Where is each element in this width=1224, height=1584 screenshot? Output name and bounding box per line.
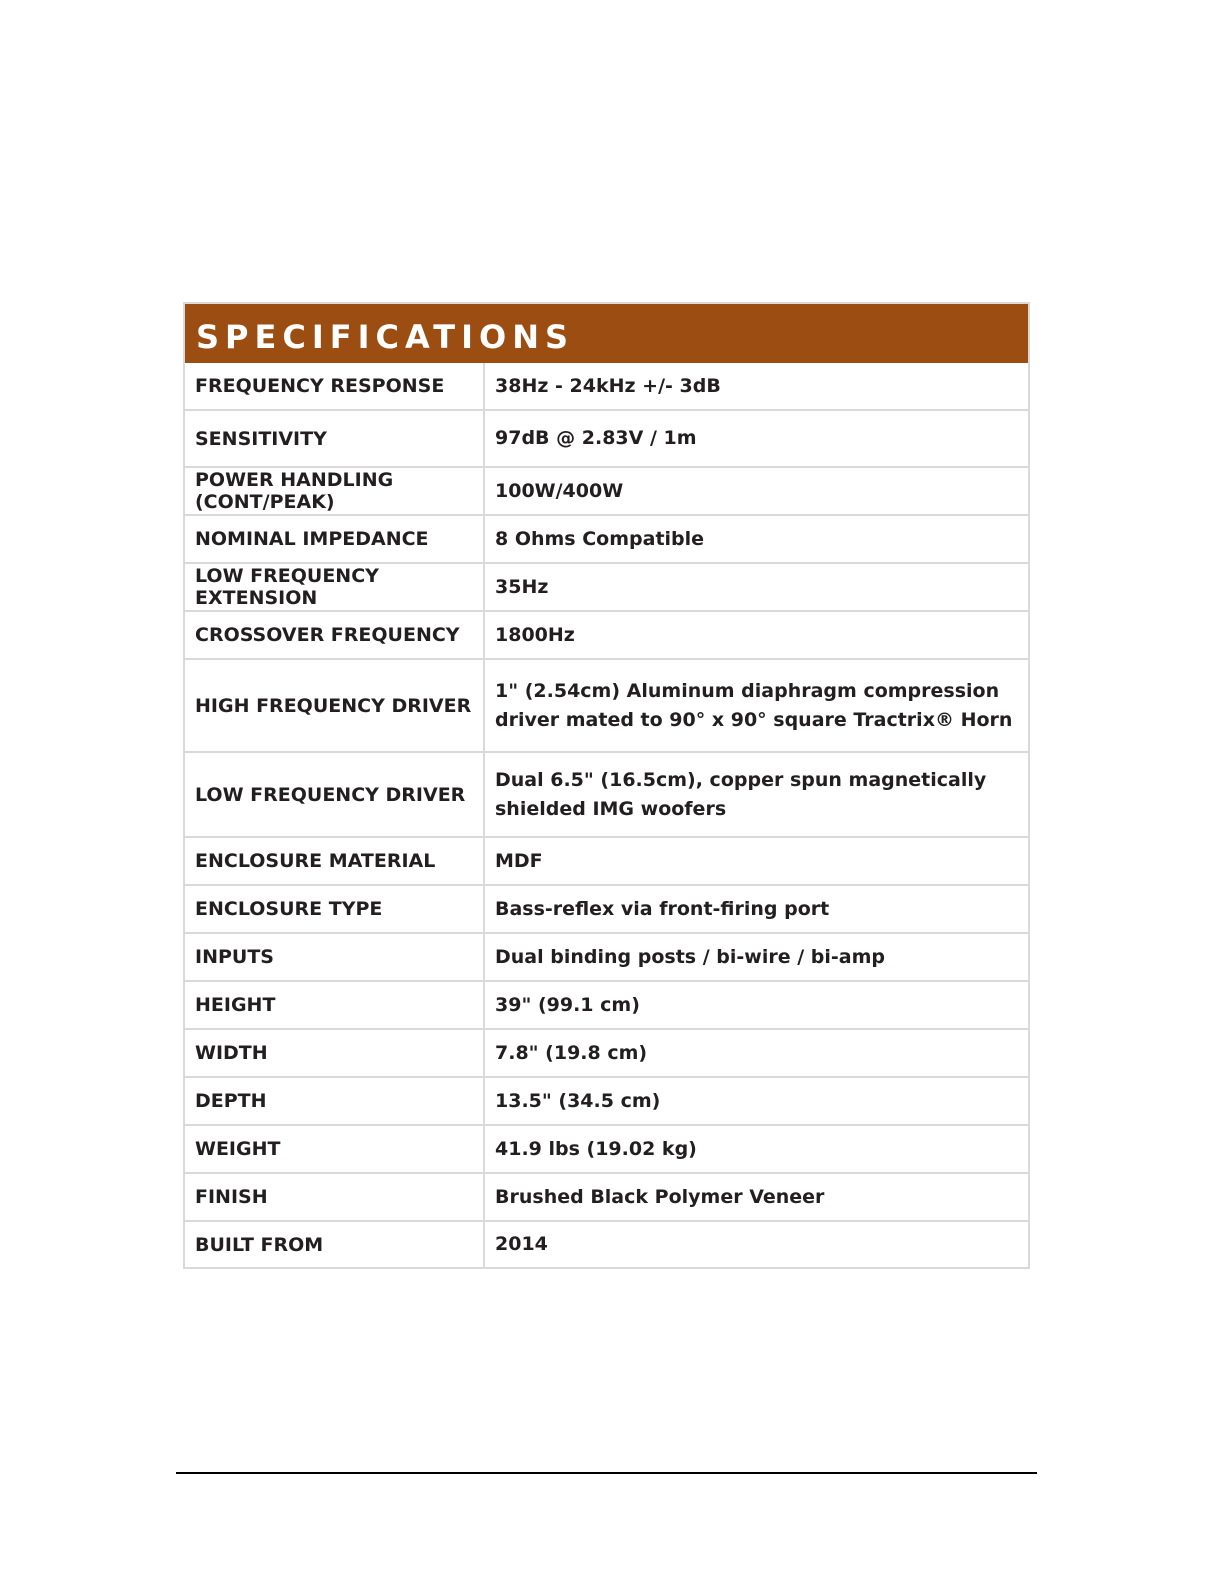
specifications-table [183,302,1030,1269]
spec-row-sensitivity [185,410,1028,467]
spec-value: 35Hz [484,563,1028,611]
spec-row-crossover-frequency [185,611,1028,659]
spec-rows [185,363,1028,1267]
spec-value: 41.9 lbs (19.02 kg) [484,1125,1028,1173]
spec-value: 2014 [484,1221,1028,1267]
specifications-title: SPECIFICATIONS [196,317,575,356]
spec-row-frequency-response [185,363,1028,410]
spec-row-enclosure-type [185,885,1028,933]
spec-row-width [185,1029,1028,1077]
spec-label: HEIGHT [185,981,484,1029]
spec-value: 38Hz - 24kHz +/- 3dB [495,374,721,397]
spec-label: DEPTH [185,1077,484,1125]
spec-label: BUILT FROM [185,1221,484,1267]
spec-row-inputs [185,933,1028,981]
spec-label: NOMINAL IMPEDANCE [185,515,484,563]
spec-value: 7.8" (19.8 cm) [484,1029,1028,1077]
spec-value: Bass-reflex via front-firing port [484,885,1028,933]
spec-row-built-from [185,1221,1028,1267]
spec-label: CROSSOVER FREQUENCY [185,611,484,659]
spec-row-power-handling [185,467,1028,515]
specifications-header [185,304,1028,363]
spec-value: Dual binding posts / bi-wire / bi-amp [484,933,1028,981]
spec-row-weight [185,1125,1028,1173]
spec-row-nominal-impedance [185,515,1028,563]
footer-divider [176,1472,1037,1474]
spec-value: Brushed Black Polymer Veneer [484,1173,1028,1221]
spec-label: LOW FREQUENCY DRIVER [185,752,484,837]
spec-label: POWER HANDLING (CONT/PEAK) [185,467,484,515]
spec-value: 1" (2.54cm) Aluminum diaphragm compression driver mated to 90° x 90° square Tractrix® Horn [484,659,1028,752]
spec-value: 39" (99.1 cm) [484,981,1028,1029]
spec-value: Dual 6.5" (16.5cm), copper spun magnetically shielded IMG woofers [484,752,1028,837]
spec-label: ENCLOSURE TYPE [185,885,484,933]
spec-row-high-frequency-driver [185,659,1028,752]
spec-label: HIGH FREQUENCY DRIVER [185,659,484,752]
spec-value: 100W/400W [484,467,1028,515]
spec-row-finish [185,1173,1028,1221]
spec-label: FREQUENCY RESPONSE [185,363,484,410]
spec-row-low-frequency-driver [185,752,1028,837]
spec-row-height [185,981,1028,1029]
spec-label: WIDTH [185,1029,484,1077]
spec-row-depth [185,1077,1028,1125]
spec-value: 13.5" (34.5 cm) [484,1077,1028,1125]
spec-value: 97dB @ 2.83V / 1m [484,410,1028,467]
spec-row-enclosure-material [185,837,1028,885]
spec-label: INPUTS [185,933,484,981]
spec-label: FINISH [185,1173,484,1221]
spec-value: MDF [484,837,1028,885]
spec-label: WEIGHT [185,1125,484,1173]
spec-value: 1800Hz [484,611,1028,659]
spec-label: LOW FREQUENCY EXTENSION [185,563,484,611]
spec-label: SENSITIVITY [185,410,484,467]
spec-row-low-frequency-extension [185,563,1028,611]
spec-value: 8 Ohms Compatible [484,515,1028,563]
spec-label: ENCLOSURE MATERIAL [185,837,484,885]
